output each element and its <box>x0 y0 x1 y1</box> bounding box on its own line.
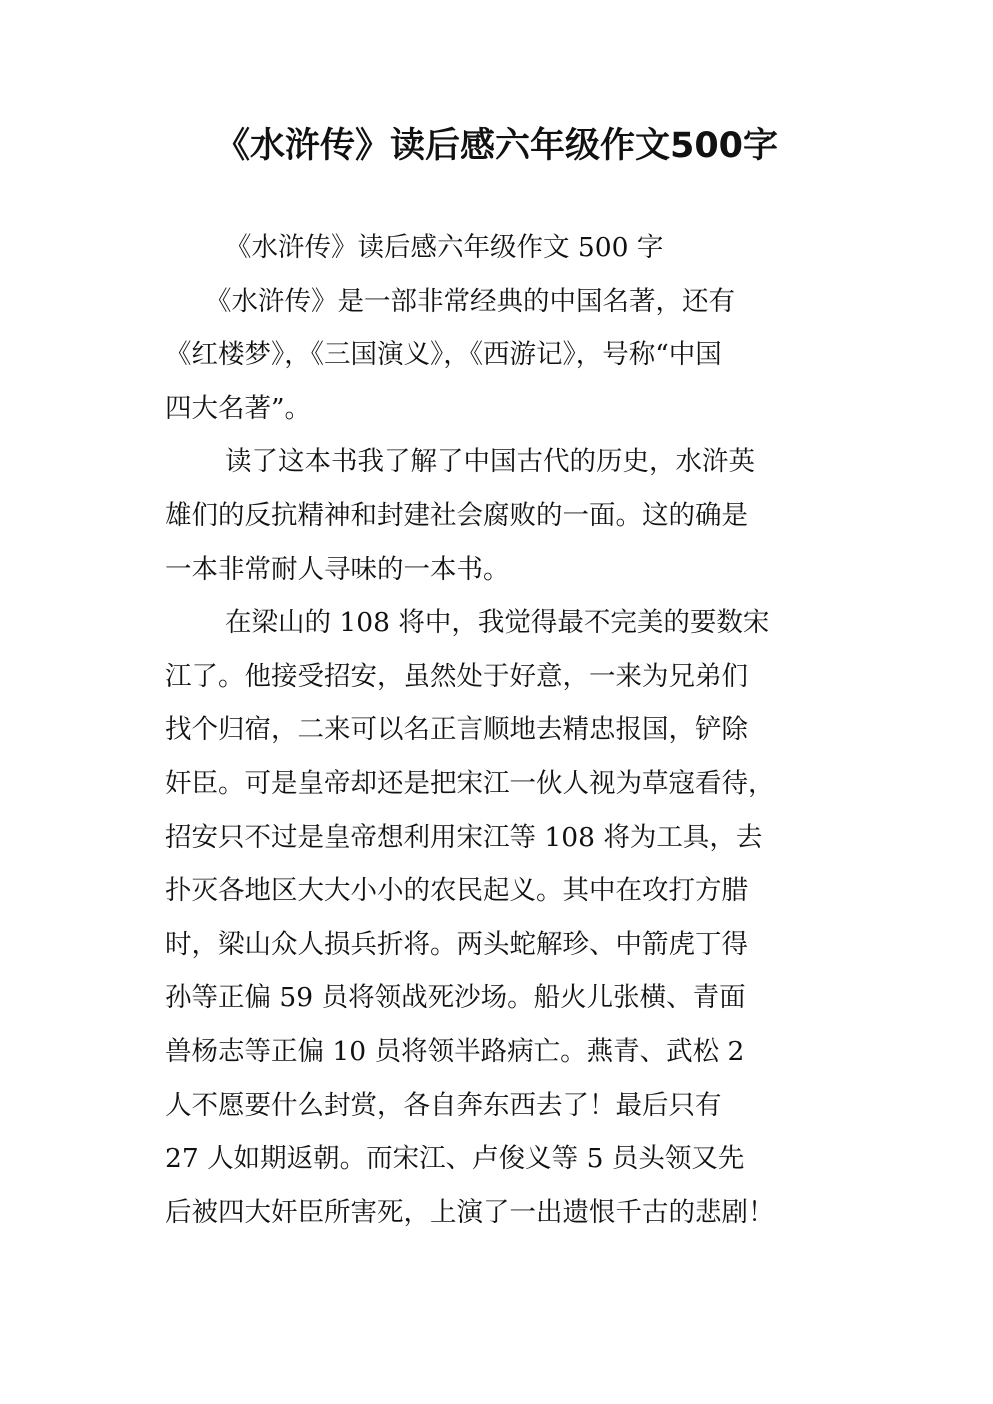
paragraph-3-line-5: 招安只不过是皇帝想利用宋江等 108 将为工具，去 <box>165 821 763 853</box>
paragraph-3-line-11: 27 人如期返朝。而宋江、卢俊义等 5 员头领又先 <box>165 1143 745 1175</box>
paragraph-2-line-3: 一本非常耐人寻味的一本书。 <box>165 553 510 585</box>
document-title: 《水浒传》读后感六年级作文500字 <box>214 126 779 166</box>
paragraph-2-line-1: 读了这本书我了解了中国古代的历史，水浒英 <box>225 446 755 478</box>
paragraph-1-line-2: 《红楼梦》，《三国演义》，《西游记》，号称“中国 <box>165 339 722 371</box>
subtitle-line: 《水浒传》读后感六年级作文 500 字 <box>225 232 664 263</box>
document-body <box>165 221 845 1239</box>
paragraph-3-line-6: 扑灭各地区大大小小的农民起义。其中在攻打方腊 <box>165 875 748 907</box>
paragraph-2-line-2: 雄们的反抗精神和封建社会腐败的一面。这的确是 <box>165 499 748 531</box>
paragraph-3-line-4: 奸臣。可是皇帝却还是把宋江一伙人视为草寇看待， <box>165 767 775 799</box>
paragraph-3-line-3: 找个归宿，二来可以名正言顺地去精忠报国，铲除 <box>165 714 748 746</box>
paragraph-3-line-2: 江了。他接受招安，虽然处于好意，一来为兄弟们 <box>165 660 748 692</box>
paragraph-1-line-1: 《水浒传》是一部非常经典的中国名著，还有 <box>205 285 735 317</box>
paragraph-3-line-10: 人不愿要什么封赏，各自奔东西去了！最后只有 <box>165 1089 722 1121</box>
paragraph-3-line-1: 在梁山的 108 将中，我觉得最不完美的要数宋 <box>225 607 770 639</box>
paragraph-1-line-3: 四大名著”。 <box>165 392 312 424</box>
paragraph-3-line-8: 孙等正偏 59 员将领战死沙场。船火儿张横、青面 <box>165 982 746 1014</box>
paragraph-3-line-7: 时，梁山众人损兵折将。两头蛇解珍、中箭虎丁得 <box>165 928 748 960</box>
paragraph-3-line-12: 后被四大奸臣所害死，上演了一出遗恨千古的悲剧！ <box>165 1196 775 1228</box>
paragraph-3-line-9: 兽杨志等正偏 10 员将领半路病亡。燕青、武松 2 <box>165 1035 745 1067</box>
